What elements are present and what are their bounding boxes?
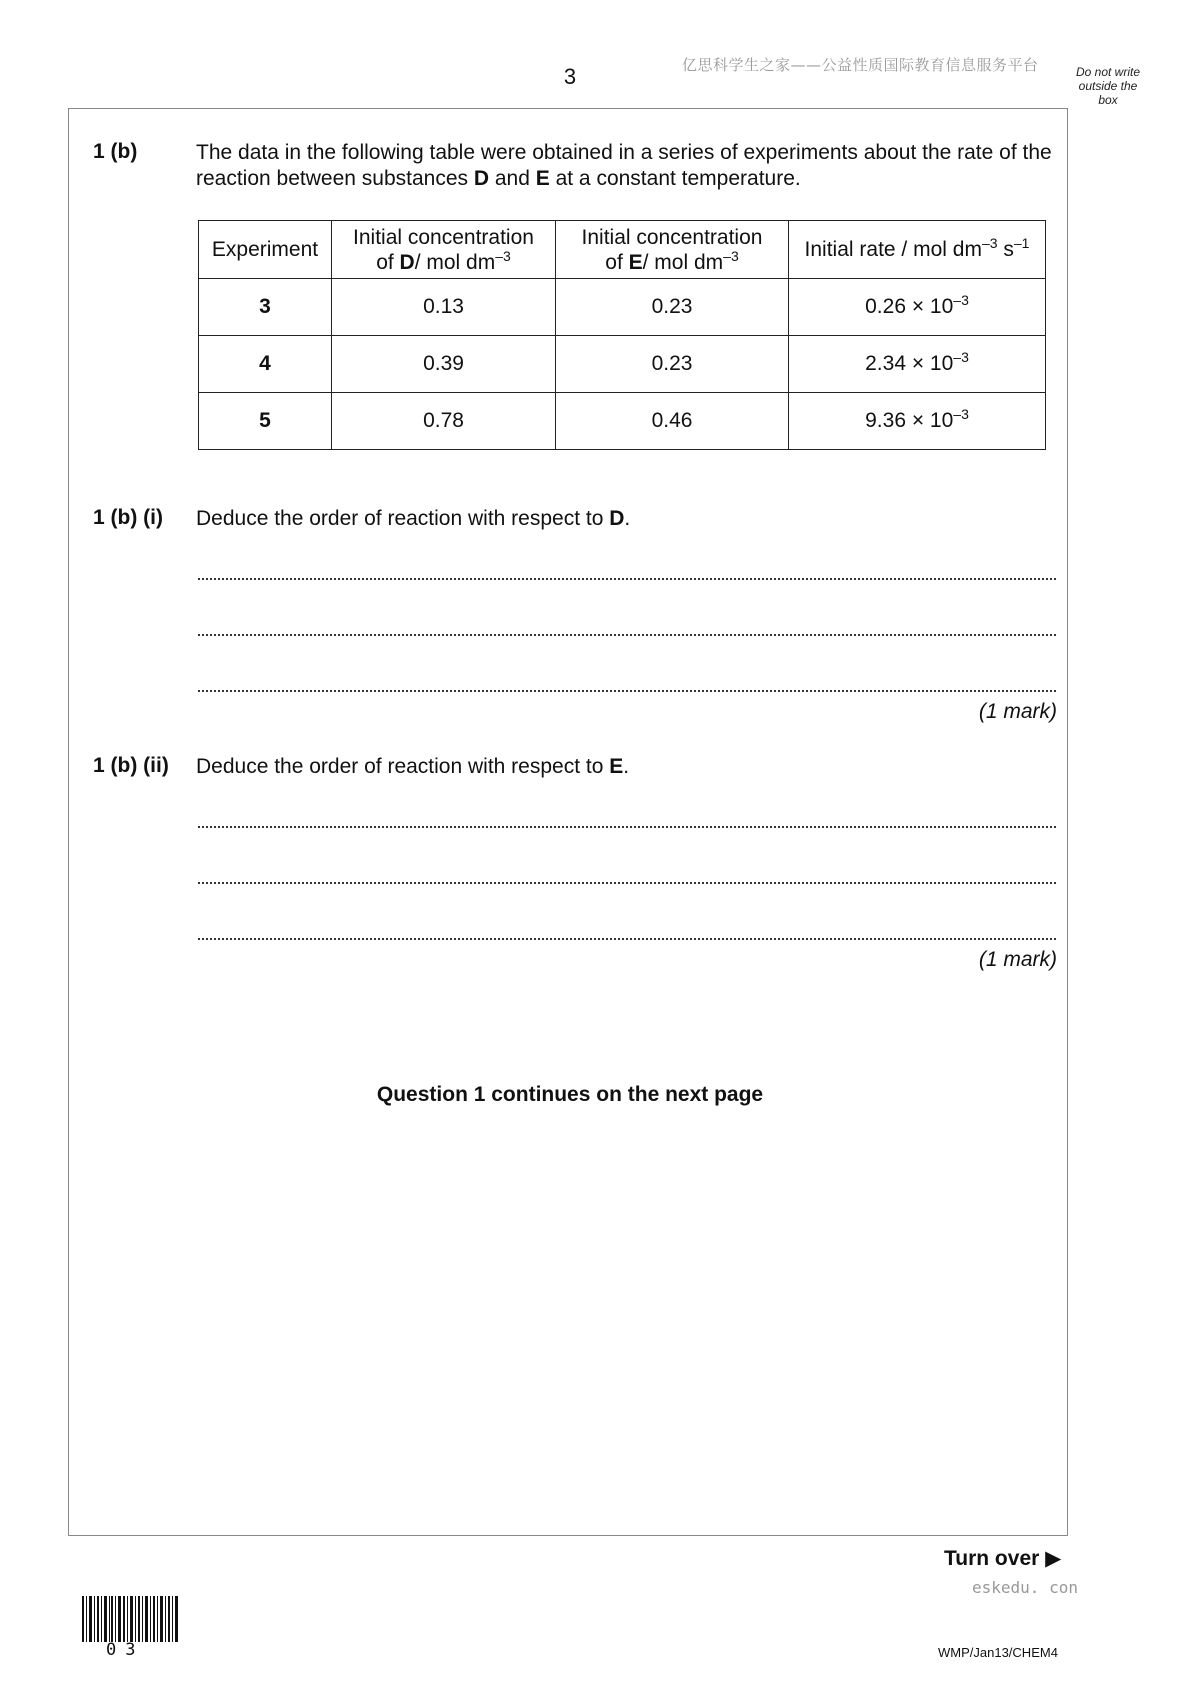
- header-rate: [789, 221, 1046, 279]
- answer-line[interactable]: [198, 882, 1056, 884]
- mark-allocation: (1 mark): [978, 948, 1057, 971]
- cell-conc-e: 0.46: [556, 393, 789, 450]
- header-conc-d-unit: / mol dm: [414, 250, 496, 274]
- header-conc-d-symbol: D: [399, 250, 415, 274]
- cell-rate: [789, 279, 1046, 336]
- header-conc-d-line2: [338, 247, 549, 275]
- margin-note: [1066, 65, 1150, 107]
- header-rate-exp2: –1: [1013, 235, 1030, 251]
- substance-d: D: [473, 167, 490, 190]
- question-1bii-text: [196, 754, 629, 780]
- cell-rate-exponent: –3: [953, 406, 969, 422]
- header-conc-e-line2: [562, 247, 782, 275]
- question-1bii-symbol: E: [609, 755, 624, 778]
- header-experiment: Experiment: [199, 221, 332, 279]
- question-1bi-symbol: D: [609, 507, 625, 530]
- cell-conc-d: 0.13: [332, 279, 556, 336]
- barcode-icon: [82, 1596, 178, 1642]
- cell-experiment: 5: [199, 393, 332, 450]
- margin-note-line: Do not write: [1075, 65, 1141, 79]
- question-1b-text-post: at a constant temperature.: [549, 167, 801, 190]
- cell-rate-mantissa: 2.34 × 10: [865, 352, 954, 375]
- cell-rate-exponent: –3: [953, 292, 969, 308]
- header-conc-e-exp: –3: [723, 247, 739, 264]
- header-rate-exp1: –3: [981, 235, 998, 251]
- cell-rate-mantissa: 0.26 × 10: [865, 295, 954, 318]
- answer-line[interactable]: [198, 938, 1056, 940]
- question-number-1bii: 1 (b) (ii): [93, 754, 169, 777]
- question-1b-text: [196, 140, 1058, 192]
- cell-conc-d: 0.78: [332, 393, 556, 450]
- header-rate-label: Initial rate / mol dm: [804, 238, 982, 261]
- page-number: 3: [563, 64, 577, 89]
- cell-experiment: 3: [199, 279, 332, 336]
- header-conc-d-line1: Initial concentration: [353, 225, 534, 249]
- header-conc-d-exp: –3: [495, 247, 511, 264]
- header-conc-d: [332, 221, 556, 279]
- answer-line[interactable]: [198, 634, 1056, 636]
- answer-line[interactable]: [198, 578, 1056, 580]
- cell-rate-exponent: –3: [953, 349, 969, 365]
- question-1b-text-pre: The data in the following table were obtained in a series of experiments about the rate of the reaction between substances: [196, 141, 1052, 190]
- answer-line[interactable]: [198, 826, 1056, 828]
- header-conc-e-symbol: E: [628, 250, 643, 274]
- cell-conc-e: 0.23: [556, 336, 789, 393]
- question-1bi-text-body: Deduce the order of reaction with respect to: [196, 507, 610, 530]
- cell-conc-e: 0.23: [556, 279, 789, 336]
- margin-note-line: box: [1098, 93, 1118, 107]
- header-conc-e-unit: / mol dm: [642, 250, 724, 274]
- question-1bii-text-end: .: [623, 755, 630, 778]
- question-1bi-text-end: .: [624, 507, 631, 530]
- substance-e: E: [535, 167, 550, 190]
- table-row: [199, 336, 1046, 393]
- table-row: [199, 393, 1046, 450]
- header-rate-s: s: [997, 238, 1014, 261]
- barcode-number: 03: [106, 1640, 145, 1660]
- mark-allocation: (1 mark): [978, 700, 1057, 723]
- cell-conc-d: 0.39: [332, 336, 556, 393]
- answer-line[interactable]: [198, 690, 1056, 692]
- cell-rate: [789, 336, 1046, 393]
- cell-rate: [789, 393, 1046, 450]
- margin-note-line: outside the: [1078, 79, 1138, 93]
- question-1bii-text-body: Deduce the order of reaction with respect to: [196, 755, 610, 778]
- table-header-row: [199, 221, 1046, 279]
- header-conc-e-line1: Initial concentration: [581, 225, 763, 249]
- cell-experiment: 4: [199, 336, 332, 393]
- cell-rate-mantissa: 9.36 × 10: [865, 409, 954, 432]
- header-conc-e-of: of: [605, 250, 629, 274]
- site-watermark: eskedu. con: [972, 1578, 1078, 1597]
- question-1bi-text: [196, 506, 630, 532]
- turn-over-label: Turn over ▶: [944, 1547, 1062, 1570]
- question-1b-text-and: and: [489, 167, 536, 190]
- continue-note: Question 1 continues on the next page: [376, 1083, 764, 1106]
- watermark-text: 亿思科学生之家——公益性质国际教育信息服务平台: [682, 56, 1039, 74]
- question-number-1bi: 1 (b) (i): [93, 506, 163, 529]
- header-conc-e: [556, 221, 789, 279]
- experiment-data-table: [198, 220, 1046, 450]
- paper-code: WMP/Jan13/CHEM4: [938, 1645, 1058, 1660]
- question-number-1b: 1 (b): [93, 140, 138, 163]
- header-conc-d-of: of: [376, 250, 400, 274]
- table-row: [199, 279, 1046, 336]
